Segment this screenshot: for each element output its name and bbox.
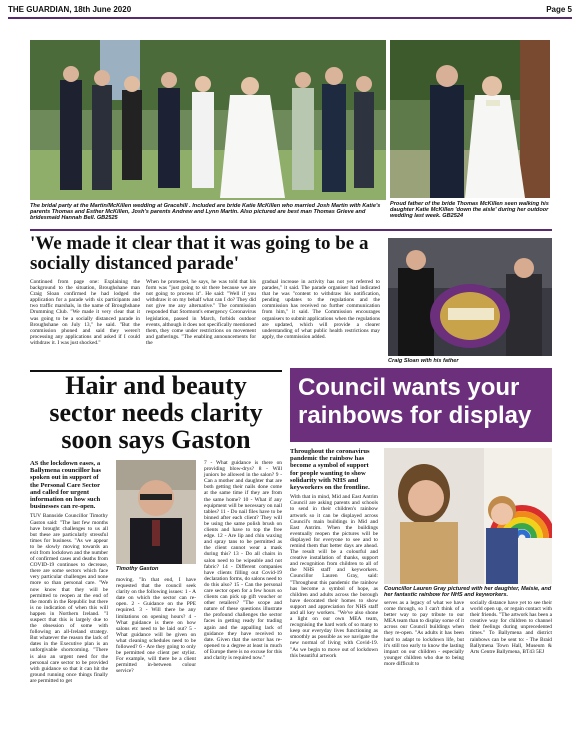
council-col2-text: serves as a legacy of what we have come through, so I can't think of a better way to pay tribute to our MEA team than to display some of it across our Council buildings when they re-open. "As adults it has been hard to adapt to lockdown life, but it's still too early to know the lasting impact on our children - especially younger children who due to being more difficult to: [384, 600, 464, 667]
wedding-main-caption: The bridal party at the Martin/McKillen wedding at Gracehill . Included are bride Katie McKillen who married Josh Martin with Katie's parents Thomas and Esther McKillen, Josh's parents Andrew and Lynn Martin. Also pictured are best man Thomas Grieve and bridesmaid Hannah Bell. GB2525: [30, 203, 381, 222]
rainbow-photo: [384, 448, 552, 584]
parade-column-2: [146, 279, 256, 346]
gaston-column-2: [116, 577, 196, 675]
council-col3-text: socially distance have yet to see their world open up, or regain contact with their friends. "The artwork has been a creative way for children to channel their feelings during unprecedented times." To Ballymena and district rainbows can be sent to: - The Braid Ballymena Town Hall, Museum & Arts Centre Ballymena, BT43 5EJ: [470, 600, 552, 655]
council-col1-text: With that in mind, Mid and East Antrim Council are asking parents and schools to send in their children's rainbow artwork so it can be displayed across Council's main buildings in Mid and East Antrim. When the buildings eventually reopen the pictures will be displayed for everyone to see and to remind them that better days are ahead. The result will be a colourful and creative installation of thanks, support and recognition from children to all of the NHS staff and keyworkers. Councillor Lauren Gray, said: "Throughout this pandemic the rainbow has become a symbol of hope, as children and adults across the borough have decorated their homes to show support and appreciation for NHS staff and all key workers. "We've also shone a light on our own MEA team, recognising the hard work of so many to keep our everyday lives functioning as smoothly as possible as we navigate the new normal of living with Covid-19. "As we begin to move out of lockdown this beautiful artwork: [290, 494, 378, 659]
council-headline-box: [290, 368, 552, 442]
council-lead: Throughout the coronavirus pandemic the rainbow has become a symbol of support for people wanting to show solidarity with NHS and keyworkers on the frontline.: [290, 448, 370, 492]
parade-col3-text: gradual increase in activity has not yet referred to parades," it said. The parade organiser had indicated that he was "content to withdraw his notification, pending updates to the regulations and the commission has received no further communication from him," it said. The Commission encourages organisers to submit applications when the regulations are updated, which will provide a clearer understanding of what public health restrictions may apply, the commission added.: [262, 279, 380, 340]
gaston-caption: Timothy Gaston: [116, 566, 159, 572]
timothy-gaston-photo: [116, 460, 196, 564]
gaston-col1-text: TUV Bannside Councillor Timothy Gaston said: "The last few months have brought challenges to us all but these are particularly stressful times for business. "As we appear to be slowly moving towards an exit from lockdown and the number of confirmed cases and deaths from COVID-19 continues to decrease, there are some sectors which face very particular challenges and none more so than personal care. "We now know that they will be permitted to reopen at the end of the month in the Republic but there is no indication of when this will happen in Northern Ireland. "I suspect that this is largely due to the obsession of some with following an all-Ireland strategy. But whatever the reason the lack of dates in the Executive plan is an unforgivable shortcoming. "There is also an urgent need for the personal care sector to be provided with guidance so that it can hit the ground running once things finally are permitted to get: [30, 513, 108, 684]
parade-column-3: [262, 279, 380, 340]
section-rule-top: [30, 229, 552, 231]
gaston-lead: AS the lockdown eases, a Ballymena councillor has spoken out in support of the Personal Care Sector and called for urgent information on how such businesses can re-open.: [30, 460, 101, 511]
parade-col2-text: When he protested, he says, he was told that his form was "just going to sit there because we are not going to process it". He said: "Well if you withdraw it on my behalf what can I do? They did not give me any alternative." The commission responded that Stormont's emergency Coronavirus legislation, passed in March, forbids outdoor events, although it does not specifically mentioned them, they come under restrictions on movement and gatherings. "The enabling announcements for the: [146, 279, 256, 346]
gaston-col3-text: 7 - What guidance is there on providing blow-drys? 8 - Will juniors be allowed in the salon? 9 - Can a mother and daughter that are both getting their nails done come at the same time if they are from the same home? 10 - What if any equipment will be necessary on nail tables? 11 - Do nail files have to be binned after each client? They will be using the same polish brush on clients and have to top the free edge. 12 - Are lip and chin waxing and spray tans to be permitted as the client cannot wear a mask during this? 13 - Do all chairs in salon need to be wipeable and not fabric? 14 - Different companies have clients filling out Covid-19 declaration forms, do salons need to do this also? 15 - Can the personal care sector open for a few hours so clients can pick up gift voucher or other retailers? "The scope and nature of these questions illustrate the profound challenges the sector faces in getting ready for trading again and the appalling lack of guidance they have received to date. Given that the sector has re-opened to a degree at least in much of Europe there is no excuse for this and clarity is required now.": [204, 460, 282, 661]
craig-sloan-photo: [388, 238, 552, 356]
gaston-col2-text: moving. "In that end, I have requested that the council seek clarity on the following issues: 1 - A date on which the sector can re-open. 2 - Guidance on the PPE required. 3 - Will there be any limitations on opening hours? 4 - What guidance is there on how salons etc need to be laid out? 5 - What guidance will be given on what cleaning schedules need to be followed? 6 - Are they going to only be permitted one client per stylist. For example, will there be a client permitted in-between colour service?: [116, 577, 196, 675]
council-column-1: [290, 448, 378, 659]
wedding-father-caption: Proud father of the bride Thomas McKillen seen walking his daughter Katie McKillen 'down the aisle' during her outdoor wedding last week. GB2524: [390, 201, 549, 220]
wedding-group-photo: [30, 40, 386, 200]
council-column-2: [384, 600, 464, 667]
page-number: Page 5: [546, 5, 572, 14]
parade-col1-text: Continued from page one: Explaining the background to the situation, Broughshane man Craig Sloan confirmed he had lodged the application for a parade with six participants and two traffic marshals, in the name of Broughshane Drumming Club. "We made it very clear that it was going to be a socially distanced parade in Broughshane on July 13," he said. "But the commission phoned and said they weren't processing any applications and asked if I could withdraw it. I was just shocked.": [30, 279, 140, 346]
council-column-3: [470, 600, 552, 655]
gaston-headline-top: Hair and beauty sector needs clarity: [49, 371, 263, 427]
gaston-column-1: [30, 460, 108, 684]
parade-headline: 'We made it clear that it was going to be a socially distanced parade': [30, 233, 369, 274]
gaston-column-3: [204, 460, 282, 661]
gaston-headline-bottom: soon says Gaston: [61, 425, 251, 454]
wedding-father-photo: [390, 40, 550, 198]
rainbow-caption: Councillor Lauren Gray pictured with her daughter, Maisie, and her fantastic rainbow for NHS and keyworkers.: [384, 586, 552, 599]
masthead-date: THE GUARDIAN, 18th June 2020: [8, 5, 132, 14]
council-headline: Council wants your rainbows for display: [298, 374, 532, 429]
parade-column-1: [30, 279, 140, 346]
masthead: [8, 5, 572, 17]
craig-caption: Craig Sloan with his father: [388, 358, 459, 364]
masthead-rule: [8, 17, 572, 19]
